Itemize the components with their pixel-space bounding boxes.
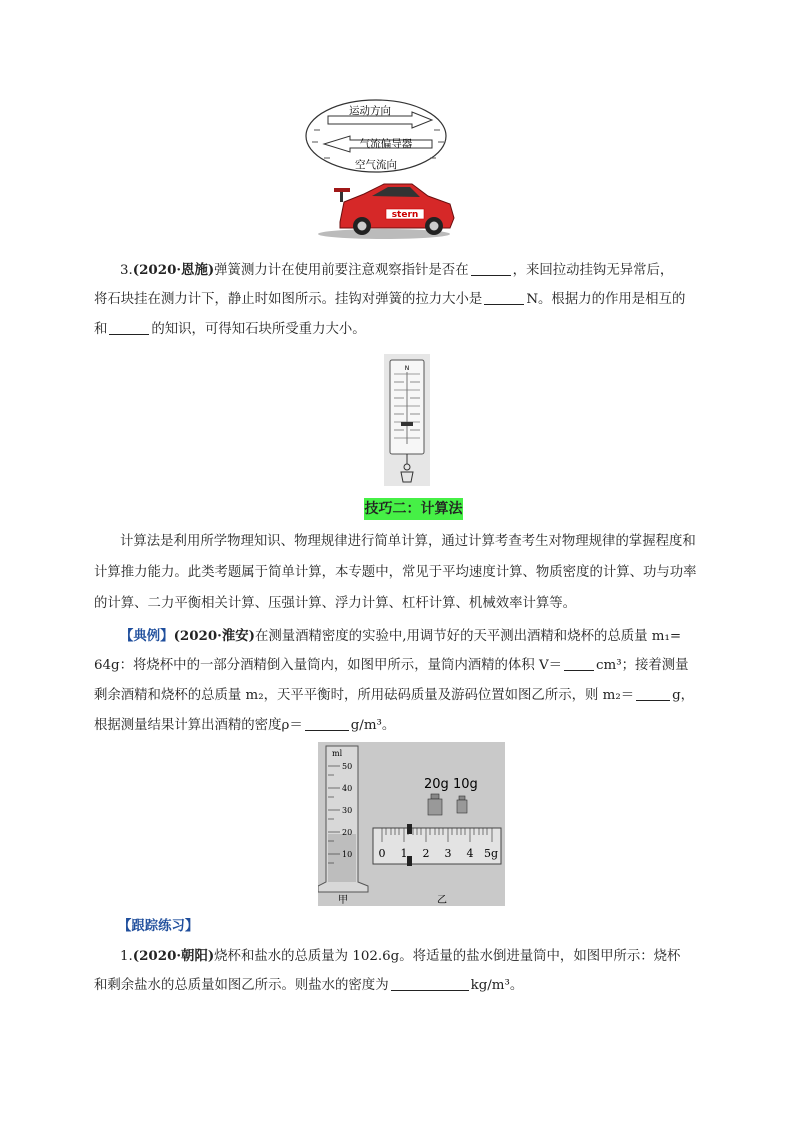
- label-motion-direction: 运动方向: [349, 105, 391, 117]
- label-spoiler: 气流偏导器: [359, 138, 413, 150]
- question-3-line3: [94, 316, 704, 344]
- caption-yi: 乙: [437, 895, 447, 906]
- q3-number: 3.: [120, 263, 133, 278]
- example-blank-mass[interactable]: [636, 686, 670, 701]
- question-3: [94, 256, 704, 285]
- q3-blank-1[interactable]: [471, 261, 511, 276]
- practice-blank-density[interactable]: [391, 976, 469, 991]
- cylinder-unit: ml: [332, 749, 343, 758]
- weight-10g-label: 10g: [453, 777, 478, 792]
- example-line2: [94, 652, 704, 680]
- balance-ruler: [373, 824, 501, 866]
- practice-text-2a: 和剩余盐水的总质量如图乙所示。则盐水的密度为: [94, 978, 389, 993]
- cylinder-tick: 50: [342, 762, 353, 771]
- example-blank-density[interactable]: [305, 716, 349, 731]
- example-source: (2020·淮安): [173, 628, 255, 644]
- example-text-4b: g/m³。: [350, 718, 396, 733]
- weight-10g: [457, 800, 467, 813]
- intro-paragraph: 计算法是利用所学物理知识、物理规律进行简单计算，通过计算考查考生对物理规律的掌握程度和计算推力能力。此类考题属于简单计算，本专题中，常见于平均速度计算、物质密度的计算、功与功率的计算、二力平衡相关计算、压强计算、浮力计算、杠杆计算、机械效率计算等。: [94, 534, 697, 611]
- practice-tag: 【跟踪练习】: [118, 918, 199, 934]
- q3-blank-3[interactable]: [109, 320, 149, 335]
- ruler-label: 0: [378, 847, 386, 860]
- q3-text-3b: 的知识，可得知石块所受重力大小。: [151, 322, 366, 337]
- q3-text-2a: 将石块挂在测力计下，静止时如图所示。挂钩对弹簧的拉力大小是: [94, 292, 483, 307]
- question-3-line2: [94, 286, 704, 314]
- example-text-2b: cm³；接着测量: [596, 658, 689, 673]
- q3-source: (2020·恩施): [132, 262, 215, 278]
- spring-scale-pointer: [401, 422, 413, 426]
- practice-text-1: 烧杯和盐水的总质量为 102.6g。将适量的盐水倒进量筒中，如图甲所示：烧杯: [214, 949, 681, 964]
- example-blank-volume[interactable]: [564, 656, 594, 671]
- cylinder-tick: 30: [342, 806, 353, 815]
- rider-bottom: [407, 856, 412, 866]
- example-line4: [94, 712, 704, 740]
- cylinder-tick: 20: [342, 828, 353, 837]
- car-airflow-figure: [300, 96, 460, 244]
- spring-scale-unit: N: [404, 365, 410, 372]
- ruler-label: 4: [466, 847, 474, 860]
- practice-line2: [94, 972, 704, 1000]
- ruler-label: 5g: [483, 847, 499, 860]
- ruler-label: 3: [444, 847, 452, 860]
- practice-text-2b: kg/m³。: [470, 978, 524, 993]
- cylinder-tick: 10: [342, 850, 353, 859]
- q3-text-2b: N。根据力的作用是相互的: [526, 292, 686, 307]
- measurement-figure: [318, 742, 505, 906]
- example-line1: [94, 622, 704, 651]
- q3-text-1a: 弹簧测力计在使用前要注意观察指针是否在: [214, 263, 469, 278]
- rider-top: [407, 824, 412, 834]
- car-brand: stern: [391, 210, 419, 220]
- q3-blank-2[interactable]: [484, 290, 524, 305]
- practice-number: 1.: [120, 949, 133, 964]
- practice-line1: [94, 942, 704, 971]
- race-car-illustration: [318, 184, 454, 239]
- ruler-label: 2: [422, 847, 430, 860]
- ruler-label: 1: [400, 847, 408, 860]
- q3-text-3a: 和: [94, 322, 108, 337]
- example-text-3a: 剩余酒精和烧杯的总质量 m₂，天平平衡时，所用砝码质量及游码位置如图乙所示，则 m₂＝: [94, 688, 635, 703]
- weight-20g-label: 20g: [424, 777, 449, 792]
- example-line3: [94, 682, 704, 710]
- example-text-2a: 64g：将烧杯中的一部分酒精倒入量筒内，如图甲所示，量筒内酒精的体积 V＝: [94, 658, 563, 673]
- q3-text-1b: ，来回拉动挂钩无异常后，: [512, 263, 674, 278]
- cylinder-tick: 40: [342, 784, 353, 793]
- weight-20g: [428, 799, 442, 815]
- example-tag: 【典例】: [120, 628, 174, 644]
- section-title: 技巧二：计算法: [364, 498, 463, 520]
- example-text-1: 在测量酒精密度的实验中,用调节好的天平测出酒精和烧杯的总质量 m₁=: [254, 629, 682, 644]
- example-text-3b: g，: [672, 688, 695, 703]
- caption-jia: 甲: [338, 895, 348, 906]
- practice-source: (2020·朝阳): [132, 948, 215, 964]
- label-air-flow: 空气流向: [355, 159, 397, 171]
- spring-scale-figure: [384, 354, 430, 486]
- example-text-4a: 根据测量结果计算出酒精的密度ρ＝: [94, 718, 303, 733]
